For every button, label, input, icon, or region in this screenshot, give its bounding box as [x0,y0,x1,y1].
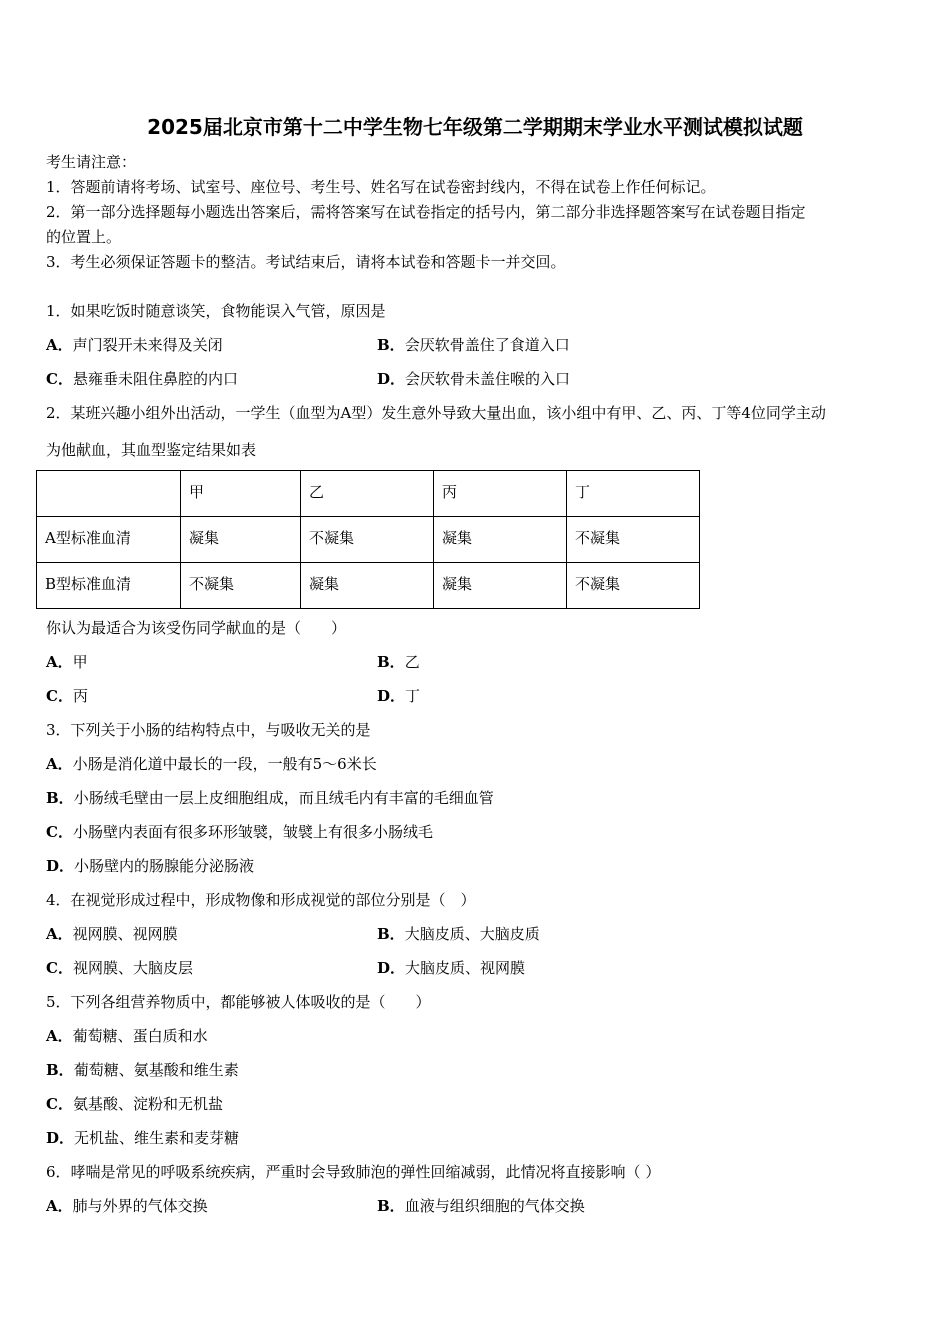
table-cell: 不凝集 [567,563,700,609]
table-row [37,517,700,563]
option-letter: A． [46,336,73,354]
option-letter: C． [46,370,73,388]
option-text: 氨基酸、淀粉和无机盐 [72,1095,223,1113]
question-3-option-d [46,857,254,875]
notice-item: 1．答题前请将考场、试室号、座位号、考生号、姓名写在试卷密封线内，不得在试卷上作任何标记。 [46,178,716,196]
blood-type-table [36,470,700,609]
question-3-option-a [46,755,377,773]
option-letter: C． [46,687,73,705]
option-letter: A． [46,1197,73,1215]
option-text: 血液与组织细胞的气体交换 [404,1197,585,1215]
table-cell: A型标准血清 [37,517,181,563]
question-3-stem: 3．下列关于小肠的结构特点中，与吸收无关的是 [46,721,371,739]
option-text: 丙 [72,687,88,705]
option-letter: A． [46,925,73,943]
question-5-option-c [46,1095,223,1113]
table-cell: 丁 [567,471,700,517]
option-text: 葡萄糖、蛋白质和水 [72,1027,208,1045]
option-text: 大脑皮质、视网膜 [405,959,526,977]
notice-item: 3．考生必须保证答题卡的整洁。考试结束后，请将本试卷和答题卡一并交回。 [46,253,566,271]
option-letter: B． [377,925,405,943]
question-1-option-d [377,370,570,388]
option-text: 无机盐、维生素和麦芽糖 [74,1129,240,1147]
option-letter: B． [377,336,405,354]
question-1-stem: 1．如果吃饭时随意谈笑，食物能误入气管，原因是 [46,302,386,320]
question-6-option-a [46,1197,208,1215]
question-2-question: 你认为最适合为该受伤同学献血的是（ ） [46,619,347,637]
table-cell [37,471,181,517]
option-text: 会厌软骨盖住了食道入口 [404,336,570,354]
table-cell: 凝集 [181,517,301,563]
option-letter: C． [46,823,73,841]
table-cell: 凝集 [301,563,434,609]
option-text: 会厌软骨未盖住喉的入口 [405,370,571,388]
page-title: 2025届北京市第十二中学生物七年级第二学期期末学业水平测试模拟试题 [147,115,803,139]
option-text: 小肠壁内表面有很多环形皱襞，皱襞上有很多小肠绒毛 [72,823,433,841]
table-cell: 凝集 [434,563,567,609]
option-letter: D． [377,959,406,977]
option-letter: D． [377,370,406,388]
question-3-option-b [46,789,494,807]
question-5-stem: 5．下列各组营养物质中，都能够被人体吸收的是（ ） [46,993,431,1011]
option-text: 小肠绒毛壁由一层上皮细胞组成，而且绒毛内有丰富的毛细血管 [73,789,494,807]
notice-heading: 考生请注意： [46,153,137,171]
option-text: 肺与外界的气体交换 [72,1197,208,1215]
question-5-option-d [46,1129,239,1147]
option-text: 声门裂开未来得及关闭 [72,336,223,354]
table-cell: 不凝集 [301,517,434,563]
question-4-option-b [377,925,540,943]
option-text: 视网膜、大脑皮层 [72,959,193,977]
table-cell: 凝集 [434,517,567,563]
option-text: 小肠壁内的肠腺能分泌肠液 [74,857,255,875]
option-letter: A． [46,653,73,671]
option-letter: A． [46,755,73,773]
table-cell: 甲 [181,471,301,517]
question-1-option-a [46,336,223,354]
notice-item: 2．第一部分选择题每小题选出答案后，需将答案写在试卷指定的括号内，第二部分非选择题答案写在试卷题目指定 [46,203,806,221]
table-cell: B型标准血清 [37,563,181,609]
option-letter: D． [46,1129,75,1147]
option-text: 大脑皮质、大脑皮质 [404,925,540,943]
option-letter: C． [46,959,73,977]
option-text: 视网膜、视网膜 [72,925,178,943]
question-2-option-b [377,653,420,671]
table-header-row [37,471,700,517]
question-1-option-c [46,370,238,388]
table-cell: 不凝集 [567,517,700,563]
table-cell: 不凝集 [181,563,301,609]
question-2-stem-cont: 为他献血，其血型鉴定结果如表 [46,441,257,459]
option-text: 甲 [72,653,88,671]
table-row [37,563,700,609]
option-letter: B． [46,1061,74,1079]
table-cell: 乙 [301,471,434,517]
option-text: 乙 [404,653,420,671]
option-text: 葡萄糖、氨基酸和维生素 [73,1061,239,1079]
option-text: 小肠是消化道中最长的一段，一般有5～6米长 [72,755,377,773]
option-letter: A． [46,1027,73,1045]
notice-item: 的位置上。 [46,228,122,246]
option-letter: D． [377,687,406,705]
question-2-stem: 2．某班兴趣小组外出活动，一学生（血型为A型）发生意外导致大量出血，该小组中有甲、乙、丙、丁等4位同学主动 [46,404,826,422]
question-5-option-b [46,1061,239,1079]
question-3-option-c [46,823,433,841]
question-1-option-b [377,336,570,354]
option-letter: B． [377,653,405,671]
option-letter: B． [46,789,74,807]
question-2-option-c [46,687,88,705]
question-6-option-b [377,1197,585,1215]
option-text: 悬雍垂未阻住鼻腔的内口 [72,370,238,388]
table-cell: 丙 [434,471,567,517]
question-4-option-a [46,925,178,943]
question-5-option-a [46,1027,208,1045]
option-letter: D． [46,857,75,875]
question-4-option-c [46,959,193,977]
question-2-option-a [46,653,88,671]
option-letter: C． [46,1095,73,1113]
question-2-option-d [377,687,420,705]
question-4-stem: 4．在视觉形成过程中，形成物像和形成视觉的部位分别是（ ） [46,891,476,909]
question-4-option-d [377,959,525,977]
question-6-stem: 6．哮喘是常见的呼吸系统疾病，严重时会导致肺泡的弹性回缩减弱，此情况将直接影响（ ） [46,1163,661,1181]
option-text: 丁 [405,687,421,705]
option-letter: B． [377,1197,405,1215]
